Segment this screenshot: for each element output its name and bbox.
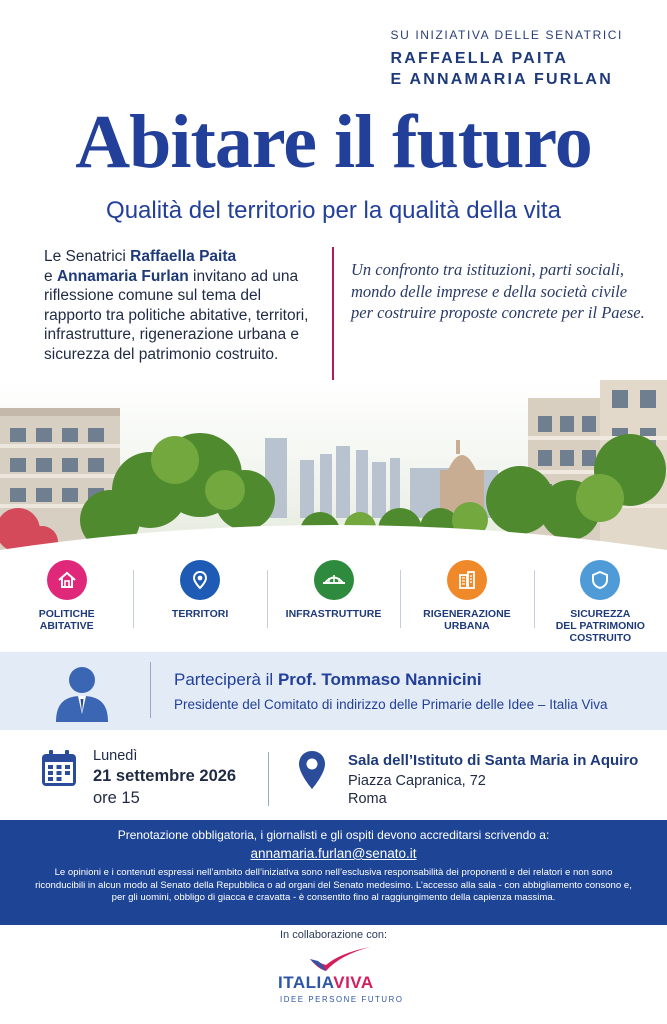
topic-label: INFRASTRUTTURE [285,608,382,620]
intro-text [44,247,319,365]
intro-quote: Un confronto tra istituzioni, parti sociali, mondo delle imprese e della società civile per costruire proposte concrete per il Paese. [351,260,645,322]
intro-part: e [44,267,57,285]
speaker-band [0,652,667,730]
initiative-header [391,28,623,90]
booking-note: Prenotazione obbligatoria, i giornalisti e gli ospiti devono accreditarsi scrivendo a: [117,828,550,842]
speaker-line [174,670,482,690]
topics-row [0,560,667,650]
collaboration-label: In collaborazione con: [279,929,387,941]
intro-name-paita: Raffaella Paita [130,248,237,265]
topic-politiche-abitative [0,560,133,650]
logo-tagline: IDEE PERSONE FUTURO [280,995,404,1004]
topic-sicurezza [534,560,667,650]
intro-name-furlan: Annamaria Furlan [56,267,189,285]
location-pin-icon [180,560,220,600]
city-illustration [0,380,667,580]
booking-email-link[interactable]: annamaria.furlan@senato.it [250,846,417,861]
italia-viva-logo [270,945,410,1009]
intro-part: invitano ad una riflessione comune sul tema del rapporto tra politiche abitative, territori, infrastrutture, rigenerazione urbana e sicurezza del patrimonio costruito. [44,267,309,363]
details-divider [268,752,269,806]
calendar-icon [40,748,78,788]
senator-name-2: E ANNAMARIA FURLAN [390,71,613,88]
footer-band [0,820,667,925]
venue-block [348,752,638,807]
speaker-divider [150,662,151,718]
venue-address: Piazza Capranica, 72 [348,773,486,789]
initiative-line: SU INIZIATIVA DELLE SENATRICI [390,28,623,42]
logo-wordmark [278,973,374,993]
topic-label: RIGENERAZIONE URBANA [423,608,511,632]
senator-names [391,48,623,90]
venue-name: Sala dell’Istituto di Santa Maria in Aquiro [348,752,639,769]
topic-label: TERRITORI [171,608,229,620]
event-subtitle: Qualità del territorio per la qualità della vita [106,197,561,224]
speaker-prefix: Parteciperà il [174,670,278,689]
topic-rigenerazione-urbana [400,560,533,650]
event-details [0,740,667,820]
shield-icon [580,560,620,600]
topic-label: SICUREZZA DEL PATRIMONIO COSTRUITO [555,608,645,644]
logo-viva: VIVA [333,973,374,992]
topic-label: POLITICHE ABITATIVE [38,608,95,632]
topic-infrastrutture [267,560,400,650]
logo-italia: ITALIA [278,973,334,992]
map-pin-icon [297,750,327,790]
event-time: ore 15 [93,789,140,807]
house-icon [47,560,87,600]
speaker-name: Prof. Tommaso Nannicini [277,670,482,689]
event-title: Abitare il futuro [75,100,592,184]
bridge-icon [314,560,354,600]
intro-part: Le Senatrici [44,248,131,265]
intro-divider [332,247,334,393]
date-block [93,748,236,808]
event-day: Lunedì [93,748,138,764]
person-icon [52,664,112,722]
buildings-icon [447,560,487,600]
senator-name-1: RAFFAELLA PAITA [390,50,569,67]
disclaimer-text: Le opinioni e i contenuti espressi nell’ambito dell’iniziativa sono nell’esclusiva responsabilità dei proponenti e dei relatori e non sono riconducibili in alcun modo al Senato della Repubblica o ad organi del Senato medesimo. L’accesso alla sala - con abbigliamento consono e, per gli uomini, obbligo di giacca e cravatta - è consentito fino al raggiungimento della capienza massima. [35,867,632,904]
venue-city: Roma [348,791,387,807]
topic-territori [133,560,266,650]
speaker-role: Presidente del Comitato di indirizzo delle Primarie delle Idee – Italia Viva [174,697,608,712]
event-date: 21 settembre 2026 [93,767,237,785]
logo-swoosh [300,945,380,975]
